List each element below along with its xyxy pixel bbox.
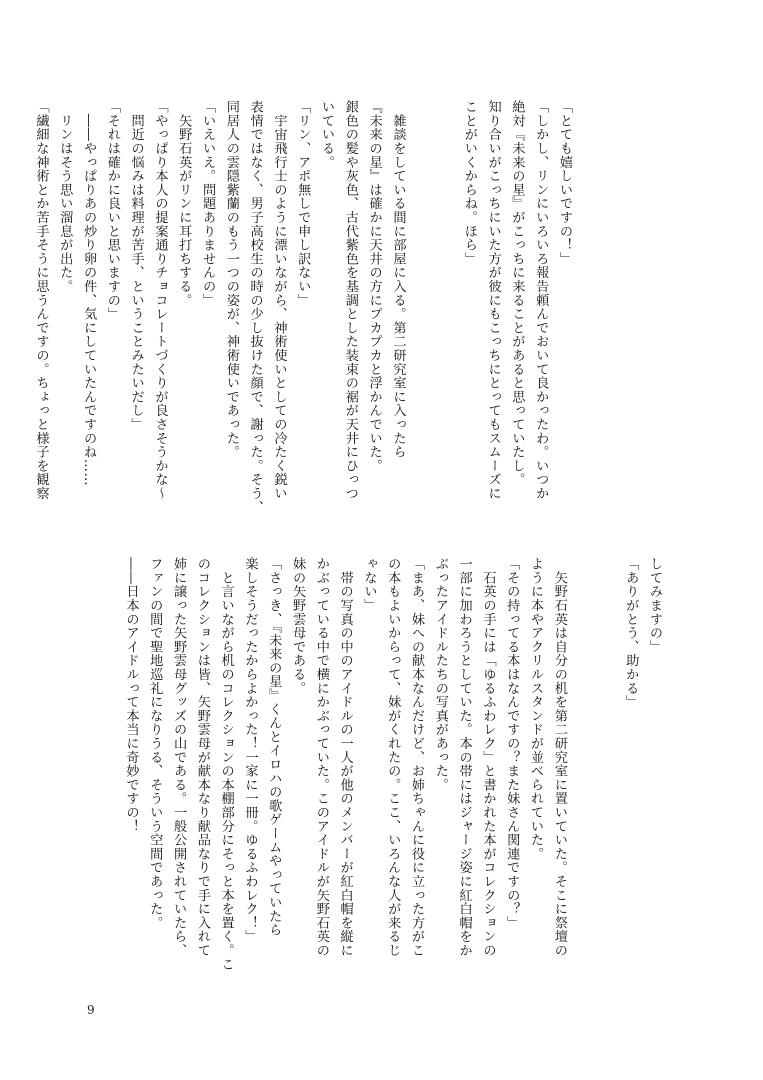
lower-line: してみますの」	[647, 557, 662, 654]
lower-line: の本もよいからって、妹がくれたの。ここ、いろんな人が来るじ	[385, 557, 401, 958]
upper-line	[433, 100, 457, 530]
lower-line: 一部に加わろうとしていた。本の帯にはジャージ姿に紅白帽をか	[456, 557, 472, 958]
upper-line: リンはそう思い溜息が出た。	[57, 100, 73, 294]
upper-line: 「それは確かに良いと思いますの」	[104, 100, 120, 321]
lower-line: ように本やアクリルスタンドが並べられていた。	[528, 557, 544, 861]
lower-line: 石英の手には「ゆるふわレク」と書かれた本がコレクションの	[480, 557, 496, 958]
upper-line: 「いえいえ。問題ありませんの」	[200, 100, 216, 307]
lower-line	[595, 557, 619, 987]
lower-line: 帯の写真の中のアイドルの一人が他のメンバーが紅白帽を縦に	[337, 557, 353, 958]
lower-line: ファンの間で聖地巡礼になりうる、そういう空間であった。	[147, 557, 163, 930]
lower-line: かぶっている中で横にかぶっていた。このアイドルが矢野石英の	[313, 557, 329, 958]
page-number: 9	[87, 1003, 95, 1017]
upper-line: 「リン、アポ無しで申し訳ない」	[295, 100, 311, 307]
upper-line: いている。	[319, 100, 335, 169]
lower-line: ぶったアイドルたちの写真があった。	[432, 557, 448, 792]
upper-line: 「しかし、リンにいろいろ報告頼んでおいて良かったわ。いつか	[533, 100, 549, 501]
lower-line: ゃない」	[361, 557, 377, 613]
lower-line: 楽しそうだったからよかった！一家に一冊。ゆるふわレク！」	[242, 557, 258, 944]
upper-line: 「繊細な神術とか苦手そうに思うんですの。ちょっと様子を観察	[33, 100, 49, 501]
lower-line: のコレクションは皆、矢野雲母が献本なり献品なりで手に入れて	[194, 557, 210, 958]
upper-line: 雑談をしている間に部屋に入る。第二研究室に入ったら	[390, 100, 406, 459]
upper-line: 問近の悩みは料理が苦手、ということみたいだし」	[128, 100, 144, 432]
upper-line: 宇宙飛行士のように漂いながら、神術使いとしての冷たく鋭い	[271, 100, 287, 501]
lower-line: 妹の矢野雲母である。	[290, 557, 306, 695]
lower-line: ――日本のアイドルって本当に奇妙ですの！	[123, 557, 139, 833]
upper-line	[409, 100, 433, 530]
upper-line: 『未来の星』は確かに天井の方にプカプカと浮かんでいた。	[366, 100, 382, 473]
upper-line: 絶対『未来の星』がこっちに来ることがあると思っていたし。	[509, 100, 525, 487]
upper-line: 知り合いがこっちにいた方が彼にもこっちにとってもスムーズに	[485, 100, 501, 501]
lower-line: 「まあ、妹への献本なんだけど、お姉ちゃんに役に立った方がこ	[409, 557, 425, 958]
upper-line: 矢野石英がリンに耳打ちする。	[176, 100, 192, 307]
upper-line: ことがいくからね。ほら」	[461, 100, 477, 266]
lower-line: と言いながら机のコレクションの本棚部分にそっと本を置く。こ	[218, 557, 234, 971]
text-block-lower	[119, 557, 666, 987]
lower-line: 姉に譲った矢野雲母グッズの山である。一般公開されていたら、	[171, 557, 187, 958]
lower-line	[571, 557, 595, 987]
upper-line: 銀色の髪や灰色、古代紫色を基調とした装束の裾が天井にひっつ	[342, 100, 358, 501]
lower-line: 矢野石英は自分の机を第二研究室に置いていた。そこに祭壇の	[551, 557, 567, 958]
upper-line: 同居人の雲隠紫蘭のもう一つの姿が、神術使いであった。	[223, 100, 239, 459]
lower-line: 「さっき、『未来の星』くんとイロハの歌ゲームやっていたら	[266, 557, 282, 937]
upper-line: 「とても嬉しいですの！」	[557, 100, 572, 266]
upper-line: 表情ではなく、男子高校生の時の少し抜けた顔で、謝った。そう、	[247, 100, 263, 514]
text-block-upper	[29, 100, 576, 530]
upper-line: 「やっぱり本人の提案通りチョコレートづくりが良さそうかな～	[152, 100, 168, 501]
lower-line: 「ありがとう、助かる」	[623, 557, 639, 709]
lower-line: 「その持ってる本はなんですの？また妹さん関連ですの？」	[504, 557, 520, 930]
upper-line: ――やっぱりあの炒り卵の件、気にしていたんですのね……	[81, 100, 97, 487]
